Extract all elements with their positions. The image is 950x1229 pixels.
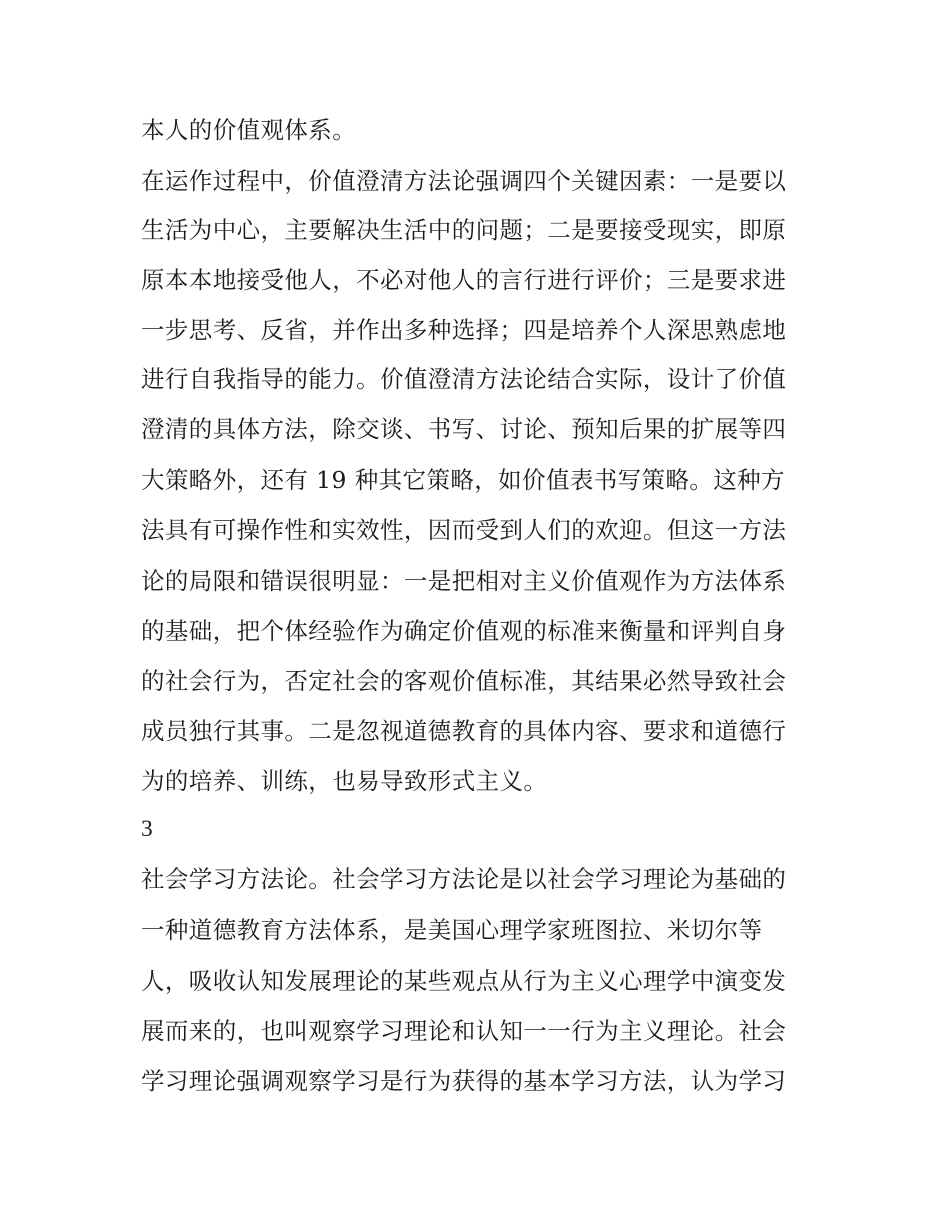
text-line: 大策略外，还有 19 种其它策略，如价值表书写策略。这种方 [141, 466, 785, 494]
section-number: 3 [141, 816, 154, 842]
text-line: 一步思考、反省，并作出多种选择；四是培养个人深思熟虑地 [141, 316, 787, 344]
text-line: 进行自我指导的能力。价值澄清方法论结合实际，设计了价值 [141, 365, 787, 393]
text-line: 成员独行其事。二是忽视道德教育的具体内容、要求和道德行 [141, 717, 787, 745]
text-line: 人，吸收认知发展理论的某些观点从行为主义心理学中演变发 [141, 967, 787, 995]
text-line: 的社会行为，否定社会的客观价值标准，其结果必然导致社会 [141, 667, 787, 695]
text-line: 学习理论强调观察学习是行为获得的基本学习方法，认为学习 [141, 1067, 787, 1095]
text-line: 澄清的具体方法，除交谈、书写、讨论、预知后果的扩展等四 [141, 415, 787, 443]
text-line: 本人的价值观体系。 [141, 116, 357, 144]
text-line: 论的局限和错误很明显：一是把相对主义价值观作为方法体系 [141, 567, 787, 595]
text-line: 一种道德教育方法体系，是美国心理学家班图拉、米切尔等 [141, 916, 763, 944]
text-line: 生活为中心，主要解决生活中的问题；二是要接受现实，即原 [141, 216, 787, 244]
text-line: 法具有可操作性和实效性，因而受到人们的欢迎。但这一方法 [141, 516, 787, 544]
text-line: 的基础，把个体经验作为确定价值观的标准来衡量和评判自身 [141, 617, 787, 645]
text-line: 为的培养、训练，也易导致形式主义。 [141, 767, 548, 795]
text-line: 在运作过程中，价值澄清方法论强调四个关键因素：一是要以 [141, 167, 787, 195]
text-line: 社会学习方法论。社会学习方法论是以社会学习理论为基础的 [141, 865, 787, 893]
text-line: 原本本地接受他人，不必对他人的言行进行评价；三是要求进 [141, 266, 787, 294]
text-line: 展而来的，也叫观察学习理论和认知一一行为主义理论。社会 [141, 1017, 787, 1045]
